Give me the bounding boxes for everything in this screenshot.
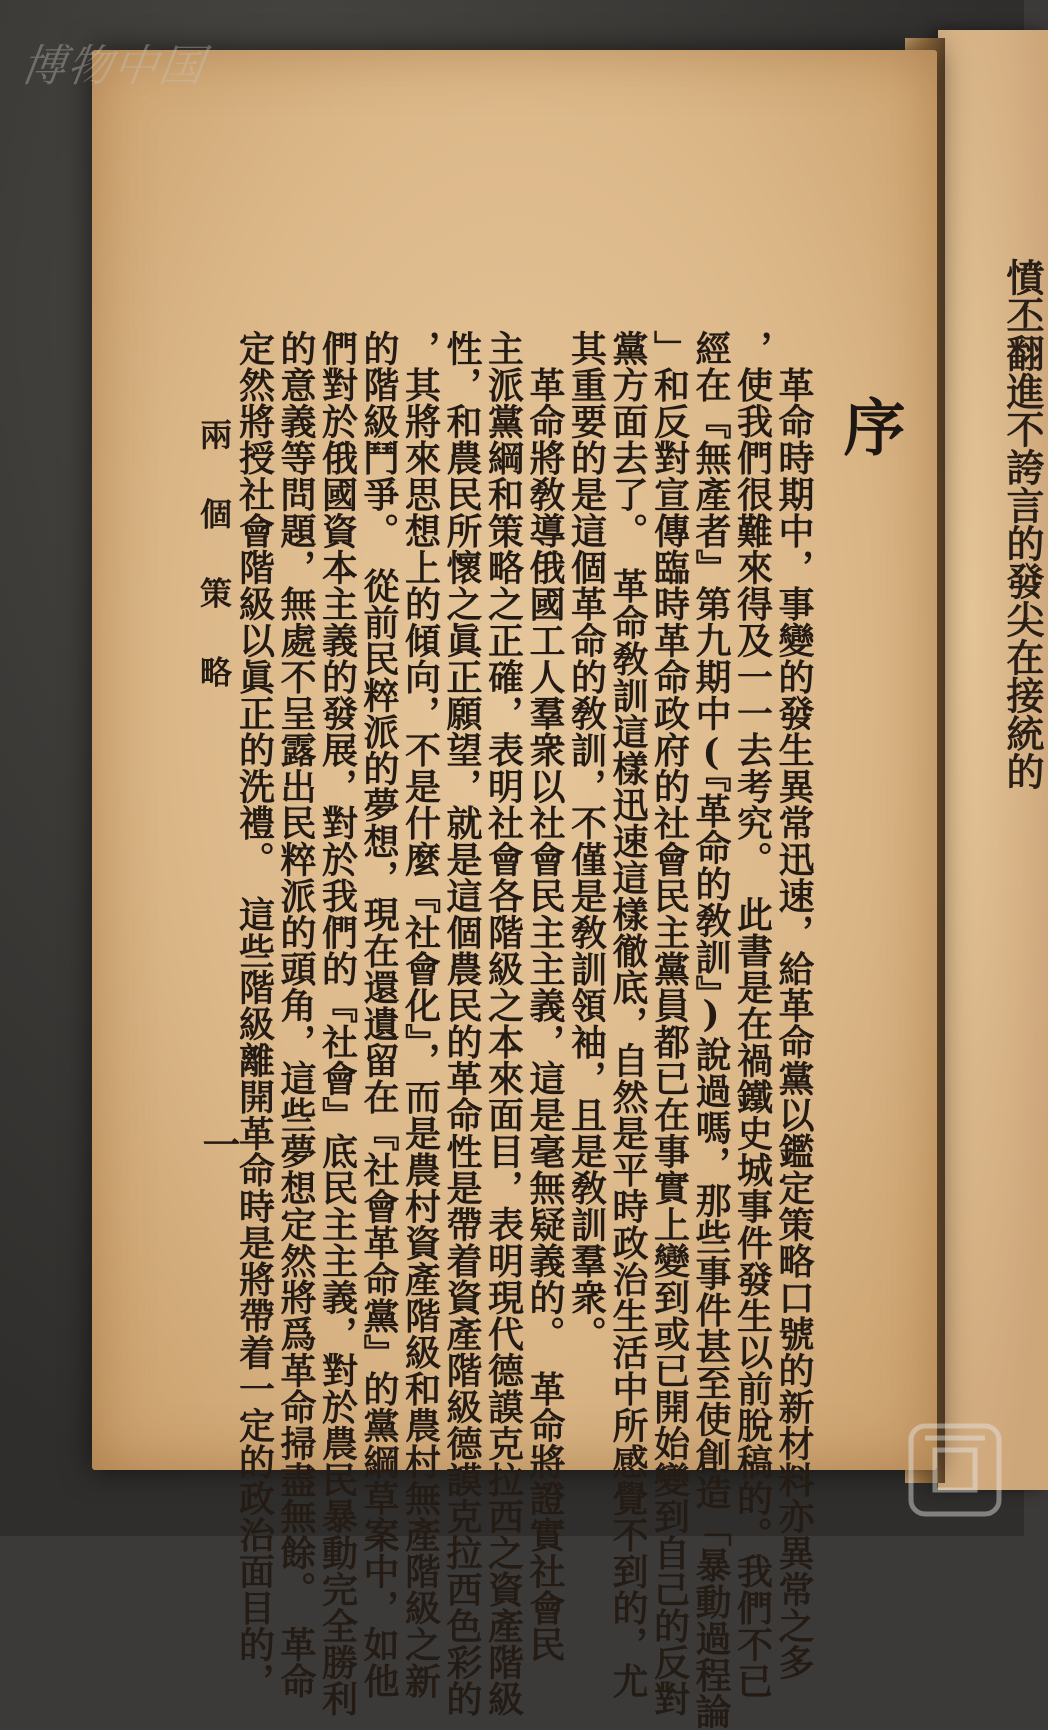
text-column-11: 的階級鬥爭。 從前民粹派的夢想，現在還遺留在『社會革命黨』的黨綱草案中，如他 xyxy=(358,330,400,1699)
page-number: 一 xyxy=(196,1125,241,1163)
text-column-12: 們對於俄國資本主義的發展，對於我們的『社會』底民主主義，對於農民暴動完全勝利 xyxy=(316,330,359,1717)
text-column-1: 革命時期中，事變的發生異常迅速，給革命黨以鑑定策略口號的新材料亦異常之多 xyxy=(773,330,815,1681)
text-column-8: 主派黨綱和策略之正確，表明社會各階級之本來面目，表明現代德謨克拉西之資產階級 xyxy=(482,330,525,1717)
running-header: 兩 個 策 略 xyxy=(195,418,233,706)
text-column-13: 的意義等問題，無處不呈露出民粹派的頭角，這些夢想定然將爲革命掃盡無餘。 革命 xyxy=(275,330,317,1699)
text-column-5: 黨方面去了。 革命敎訓這樣迅速這樣徹底，自然是平時政治生活中所感覺不到的，尤 xyxy=(607,330,649,1699)
text-column-4: 」和反對宣傳臨時革命政府的社會民主黨員都已在事實上變到或已開始變到自己的反對 xyxy=(648,330,691,1717)
text-column-14: 定然將授社會階級以眞正的洗禮。 這些階級離開革命時是將帶着一定的政治面目的， xyxy=(233,330,276,1699)
text-column-6: 其重要的是這個革命的敎訓，不僅是敎訓領袖，且是敎訓羣衆。 xyxy=(565,330,608,1352)
text-column-2: ，使我們很難來得及一一去考究。 此書是在禍鐵史城事件發生以前脫稿的。我們不已 xyxy=(731,330,774,1699)
text-column-9: 性，和農民所懷之眞正願望，就是這個農民的革命性是帶着資產階級德謨克拉西色彩的 xyxy=(441,330,483,1717)
facing-page-text: 憤丕翻進不誇言的發尖在接統的 xyxy=(1000,258,1045,790)
watermark-logo: 博物中国 xyxy=(17,41,209,92)
publisher-seal-icon xyxy=(905,1420,1005,1520)
text-column-3: 經在『無產者』第九期中(『革命的敎訓』)說過嗎，那些事件甚至使創造「暴動過程論 xyxy=(690,330,732,1730)
page-title: 序 xyxy=(833,395,906,457)
text-column-7: 革命將敎導俄國工人羣衆以社會民主主義，這是毫無疑義的。 革命將證實社會民 xyxy=(524,330,566,1663)
text-column-10: ，其將來思想上的傾向，不是什麼『社會化』，而是農村資產階級和農村無產階級之新 xyxy=(399,330,442,1699)
